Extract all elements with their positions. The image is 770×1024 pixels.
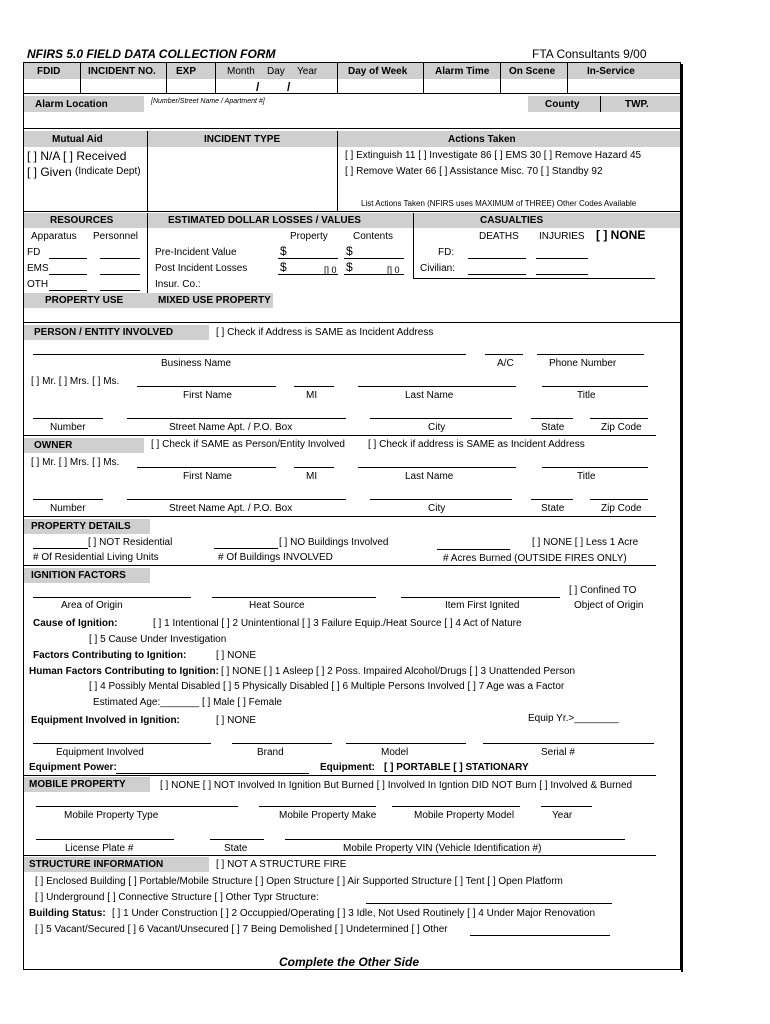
form-title: NFIRS 5.0 FIELD DATA COLLECTION FORM bbox=[27, 47, 276, 61]
person-number-field[interactable] bbox=[33, 418, 103, 419]
person-mi-field[interactable] bbox=[294, 386, 334, 387]
first-name-label: First Name bbox=[183, 390, 232, 401]
owner-first-name-label: First Name bbox=[183, 471, 232, 482]
day-label: Day bbox=[267, 66, 285, 77]
ac-label: A/C bbox=[497, 358, 514, 369]
mixed-use-label: MIXED USE PROPERTY bbox=[158, 295, 271, 306]
mobile-make-label: Mobile Property Make bbox=[279, 810, 377, 821]
property-use-label: PROPERTY USE bbox=[45, 295, 124, 306]
area-origin-label: Area of Origin bbox=[61, 600, 123, 611]
living-units-field[interactable] bbox=[33, 548, 88, 549]
actions-note: List Actions Taken (NFIRS uses MAXIMUM of THREE) Other Codes Available bbox=[361, 199, 637, 208]
fd-deaths-field[interactable] bbox=[468, 258, 526, 259]
cause-under-investigation[interactable]: [ ] 5 Cause Under Investigation bbox=[89, 634, 227, 645]
other-structure-field[interactable] bbox=[366, 903, 612, 904]
human-factors-options-2[interactable]: [ ] 4 Possibly Mental Disabled [ ] 5 Physically Disabled [ ] 6 Multiple Persons Involved [ ] 7 Age was a Factor bbox=[89, 681, 565, 692]
business-name-field[interactable] bbox=[33, 354, 466, 355]
vin-field[interactable] bbox=[285, 839, 625, 840]
owner-state-label: State bbox=[541, 503, 565, 514]
owner-last-name-label: Last Name bbox=[405, 471, 454, 482]
resources-label: RESOURCES bbox=[50, 215, 114, 226]
losses-label: ESTIMATED DOLLAR LOSSES / VALUES bbox=[168, 215, 361, 226]
fd-resource-label: FD bbox=[27, 247, 41, 258]
person-street-field[interactable] bbox=[127, 418, 346, 419]
equipment-none[interactable]: [ ] NONE bbox=[216, 715, 257, 726]
cause-options[interactable]: [ ] 1 Intentional [ ] 2 Unintentional [ ] 3 Failure Equip./Heat Source [ ] 4 Act of Nature bbox=[153, 618, 522, 629]
divider bbox=[24, 211, 680, 212]
person-city-field[interactable] bbox=[370, 418, 512, 419]
owner-number-field[interactable] bbox=[33, 499, 103, 500]
cause-label: Cause of Ignition: bbox=[33, 618, 118, 629]
pre-property-field[interactable] bbox=[278, 258, 338, 259]
confined-to[interactable]: [ ] Confined TO bbox=[569, 585, 637, 596]
post-property-zero[interactable]: [] 0 bbox=[324, 265, 337, 275]
mobile-type-field[interactable] bbox=[36, 806, 238, 807]
zip-label: Zip Code bbox=[601, 422, 642, 433]
person-state-field[interactable] bbox=[531, 418, 573, 419]
day-of-week-label: Day of Week bbox=[348, 66, 408, 77]
owner-title-label: Title bbox=[577, 471, 596, 482]
complete-other-side: Complete the Other Side bbox=[279, 955, 420, 969]
building-status-options[interactable]: [ ] 1 Under Construction [ ] 2 Occuppied/Operating [ ] 3 Idle, Not Used Routinely [ ] 4 Under Major Renovation bbox=[112, 908, 596, 919]
divider bbox=[24, 565, 656, 566]
address-hint: [Number/Street Name / Apartment #] bbox=[151, 98, 265, 105]
mutual-aid-given[interactable]: [ ] Given bbox=[27, 165, 72, 179]
frame-shadow bbox=[681, 64, 683, 972]
month-label: Month bbox=[227, 66, 255, 77]
owner-mi-field[interactable] bbox=[294, 467, 334, 468]
equipment-field[interactable] bbox=[33, 743, 211, 744]
equip-year[interactable]: Equip Yr.>________ bbox=[528, 713, 619, 724]
actions-line-2[interactable]: [ ] Remove Water 66 [ ] Assistance Misc. 70 [ ] Standby 92 bbox=[345, 166, 603, 177]
equipment-power-field[interactable] bbox=[116, 773, 309, 774]
owner-city-label: City bbox=[428, 503, 446, 514]
divider bbox=[215, 63, 216, 93]
not-residential[interactable]: [ ] NOT Residential bbox=[88, 537, 173, 548]
license-plate-field[interactable] bbox=[36, 839, 174, 840]
divider bbox=[147, 131, 148, 211]
post-property-dollar: $ bbox=[280, 260, 287, 274]
incident-no-label: INCIDENT NO. bbox=[88, 66, 156, 77]
owner-zip-label: Zip Code bbox=[601, 503, 642, 514]
model-field[interactable] bbox=[346, 743, 466, 744]
divider bbox=[24, 322, 680, 323]
not-structure-fire[interactable]: [ ] NOT A STRUCTURE FIRE bbox=[216, 859, 347, 870]
person-entity-label: PERSON / ENTITY INVOLVED bbox=[34, 327, 174, 338]
divider bbox=[24, 93, 680, 94]
person-zip-field[interactable] bbox=[590, 418, 648, 419]
oth-resource-label: OTH bbox=[27, 279, 49, 290]
ems-personnel-field[interactable] bbox=[100, 274, 140, 275]
living-units-label: # Of Residential Living Units bbox=[33, 552, 159, 563]
actions-taken-label: Actions Taken bbox=[448, 134, 516, 145]
estimated-age[interactable]: Estimated Age:_______ [ ] Male [ ] Female bbox=[93, 697, 282, 708]
consultants-label: FTA Consultants 9/00 bbox=[532, 47, 647, 61]
mobile-options[interactable]: [ ] NONE [ ] NOT Involved In Ignition But Burned [ ] Involved In Igntion DID NOT Burn [ ] Involved & Burned bbox=[160, 780, 633, 791]
ems-resource-label: EMS bbox=[27, 263, 49, 274]
exp-label: EXP bbox=[176, 66, 197, 77]
equipment-involved-label: Equipment Involved in Ignition: bbox=[31, 715, 180, 726]
mobile-make-field[interactable] bbox=[259, 806, 376, 807]
divider bbox=[500, 63, 501, 93]
mi-label: MI bbox=[306, 390, 318, 401]
divider bbox=[413, 278, 655, 279]
equipment-power-label: Equipment Power: bbox=[29, 762, 117, 773]
portable-stationary[interactable]: [ ] PORTABLE [ ] STATIONARY bbox=[384, 762, 529, 773]
state-label: State bbox=[541, 422, 565, 433]
mobile-year-label: Year bbox=[552, 810, 573, 821]
mobile-year-field[interactable] bbox=[541, 806, 592, 807]
license-plate-label: License Plate # bbox=[65, 843, 134, 854]
ems-apparatus-field[interactable] bbox=[49, 274, 87, 275]
phone-field[interactable] bbox=[537, 354, 644, 355]
post-incident-label: Post Incident Losses bbox=[155, 263, 248, 274]
divider bbox=[24, 128, 680, 129]
personnel-label: Personnel bbox=[93, 231, 139, 242]
pre-incident-label: Pre-Incident Value bbox=[155, 247, 237, 258]
acres-field[interactable] bbox=[437, 549, 510, 550]
deaths-label: DEATHS bbox=[479, 231, 519, 242]
acres-label: # Acres Burned (OUTSIDE FIRES ONLY) bbox=[443, 553, 627, 564]
city-label: City bbox=[428, 422, 446, 433]
mobile-type-label: Mobile Property Type bbox=[64, 810, 159, 821]
divider bbox=[24, 855, 656, 856]
area-code-field[interactable] bbox=[485, 354, 523, 355]
structure-types-1[interactable]: [ ] Enclosed Building [ ] Portable/Mobile Structure [ ] Open Structure [ ] Air Supported Structure [ ] Tent [ ] Open Platform bbox=[35, 876, 563, 887]
person-last-field[interactable] bbox=[358, 386, 516, 387]
owner-city-field[interactable] bbox=[370, 499, 512, 500]
buildings-field[interactable] bbox=[214, 548, 278, 549]
divider bbox=[147, 213, 148, 293]
item-ignited-label: Item First Ignited bbox=[445, 600, 520, 611]
person-first-field[interactable] bbox=[137, 386, 276, 387]
buildings-label: # Of Buildings INVOLVED bbox=[218, 552, 333, 563]
divider bbox=[413, 213, 414, 279]
divider bbox=[166, 63, 167, 93]
mobile-model-label: Mobile Property Model bbox=[414, 810, 515, 821]
street-label: Street Name Apt. / P.O. Box bbox=[169, 422, 293, 433]
last-name-label: Last Name bbox=[405, 390, 454, 401]
county-label: County bbox=[545, 99, 580, 110]
post-contents-dollar: $ bbox=[346, 260, 353, 274]
factors-label: Factors Contributing to Ignition: bbox=[33, 650, 187, 661]
vin-label: Mobile Property VIN (Vehicle Identification #) bbox=[343, 843, 542, 854]
equipment-portable-label: Equipment: bbox=[320, 762, 375, 773]
title-label: Title bbox=[577, 390, 596, 401]
owner-same-address[interactable]: [ ] Check if address is SAME as Incident Address bbox=[368, 439, 585, 450]
owner-title-field[interactable] bbox=[542, 467, 648, 468]
on-scene-label: On Scene bbox=[509, 66, 556, 77]
owner-number-label: Number bbox=[50, 503, 86, 514]
brand-field[interactable] bbox=[232, 743, 332, 744]
human-factors-options-1[interactable]: [ ] NONE [ ] 1 Asleep [ ] 2 Poss. Impaired Alcohol/Drugs [ ] 3 Unattended Person bbox=[221, 666, 576, 677]
owner-last-field[interactable] bbox=[358, 467, 516, 468]
phone-label: Phone Number bbox=[549, 358, 617, 369]
fdid-label: FDID bbox=[37, 66, 61, 77]
brand-label: Brand bbox=[257, 747, 284, 758]
date-slash-2: / bbox=[287, 80, 291, 94]
mobile-model-field[interactable] bbox=[392, 806, 520, 807]
mobile-state-field[interactable] bbox=[210, 839, 264, 840]
ignition-factors-label: IGNITION FACTORS bbox=[31, 570, 126, 581]
apparatus-label: Apparatus bbox=[31, 231, 77, 242]
indicate-dept-label: (Indicate Dept) bbox=[75, 166, 141, 177]
mutual-aid-label: Mutual Aid bbox=[52, 134, 103, 145]
twp-label: TWP. bbox=[625, 99, 649, 110]
date-slash-1: / bbox=[256, 80, 260, 94]
owner-same-person[interactable]: [ ] Check if SAME as Person/Entity Involved bbox=[151, 439, 345, 450]
fd-personnel-field[interactable] bbox=[100, 258, 140, 259]
divider bbox=[24, 435, 656, 436]
year-label: Year bbox=[297, 66, 318, 77]
object-origin-label: Object of Origin bbox=[574, 600, 644, 611]
oth-personnel-field[interactable] bbox=[100, 290, 140, 291]
heat-source-label: Heat Source bbox=[249, 600, 305, 611]
incident-type-label: INCIDENT TYPE bbox=[204, 134, 281, 145]
post-contents-zero[interactable]: [] 0 bbox=[387, 265, 400, 275]
divider bbox=[600, 96, 601, 112]
divider bbox=[80, 63, 81, 93]
owner-state-field[interactable] bbox=[531, 499, 573, 500]
owner-first-field[interactable] bbox=[137, 467, 276, 468]
alarm-time-label: Alarm Time bbox=[435, 66, 490, 77]
owner-label: OWNER bbox=[34, 440, 73, 451]
injuries-label: INJURIES bbox=[539, 231, 585, 242]
oth-apparatus-field[interactable] bbox=[49, 290, 87, 291]
model-label: Model bbox=[381, 747, 409, 758]
structure-types-2[interactable]: [ ] Underground [ ] Connective Structure [ ] Other Typr Structure: bbox=[35, 892, 319, 903]
casualties-label: CASUALTIES bbox=[480, 215, 544, 226]
structure-info-label: STRUCTURE INFORMATION bbox=[29, 859, 164, 870]
item-ignited-field[interactable] bbox=[401, 597, 560, 598]
serial-field[interactable] bbox=[483, 743, 654, 744]
divider bbox=[24, 516, 656, 517]
civilian-label: Civilian: bbox=[420, 263, 456, 274]
owner-street-label: Street Name Apt. / P.O. Box bbox=[169, 503, 293, 514]
mobile-property-label: MOBILE PROPERTY bbox=[29, 779, 126, 790]
pre-property-dollar: $ bbox=[280, 244, 287, 258]
contents-col-label: Contents bbox=[353, 231, 394, 242]
acres-none-less[interactable]: [ ] NONE [ ] Less 1 Acre bbox=[532, 537, 639, 548]
alarm-location-label: Alarm Location bbox=[35, 99, 108, 110]
civilian-injuries-field[interactable] bbox=[536, 274, 588, 275]
no-buildings[interactable]: [ ] NO Buildings Involved bbox=[279, 537, 389, 548]
owner-salutation[interactable]: [ ] Mr. [ ] Mrs. [ ] Ms. bbox=[31, 457, 120, 468]
factors-none[interactable]: [ ] NONE bbox=[216, 650, 257, 661]
business-name-label: Business Name bbox=[161, 358, 232, 369]
owner-mi-label: MI bbox=[306, 471, 318, 482]
fd-injuries-field[interactable] bbox=[536, 258, 588, 259]
person-same-address[interactable]: [ ] Check if Address is SAME as Incident Address bbox=[216, 327, 434, 338]
property-col-label: Property bbox=[290, 231, 328, 242]
in-service-label: In-Service bbox=[587, 66, 635, 77]
pre-contents-field[interactable] bbox=[344, 258, 404, 259]
serial-label: Serial # bbox=[541, 747, 575, 758]
person-salutation[interactable]: [ ] Mr. [ ] Mrs. [ ] Ms. bbox=[31, 376, 120, 387]
divider bbox=[423, 63, 424, 93]
civilian-deaths-field[interactable] bbox=[468, 274, 526, 275]
insur-co-label: Insur. Co.: bbox=[155, 279, 201, 290]
heat-source-field[interactable] bbox=[212, 597, 376, 598]
equipment-involved-col: Equipment Involved bbox=[56, 747, 144, 758]
divider bbox=[337, 63, 338, 93]
mutual-aid-na-received[interactable]: [ ] N/A [ ] Received bbox=[27, 149, 127, 163]
human-factors-label: Human Factors Contributing to Ignition: bbox=[29, 666, 219, 677]
fd-apparatus-field[interactable] bbox=[49, 258, 87, 259]
building-status-label: Building Status: bbox=[29, 908, 106, 919]
divider bbox=[567, 63, 568, 93]
person-title-field[interactable] bbox=[542, 386, 648, 387]
casualty-fd-label: FD: bbox=[438, 247, 455, 258]
casualties-none[interactable]: [ ] NONE bbox=[596, 228, 646, 242]
actions-line-1[interactable]: [ ] Extinguish 11 [ ] Investigate 86 [ ] EMS 30 [ ] Remove Hazard 45 bbox=[345, 150, 642, 161]
property-details-label: PROPERTY DETAILS bbox=[31, 521, 131, 532]
owner-zip-field[interactable] bbox=[590, 499, 648, 500]
other-status-field[interactable] bbox=[470, 935, 610, 936]
divider bbox=[24, 775, 656, 776]
pre-contents-dollar: $ bbox=[346, 244, 353, 258]
owner-street-field[interactable] bbox=[127, 499, 346, 500]
mobile-state-label: State bbox=[224, 843, 248, 854]
number-label: Number bbox=[50, 422, 86, 433]
divider bbox=[337, 131, 338, 211]
building-status-options-2[interactable]: [ ] 5 Vacant/Secured [ ] 6 Vacant/Unsecured [ ] 7 Being Demolished [ ] Undetermined [ ] Other bbox=[35, 924, 448, 935]
row3-bar bbox=[24, 131, 680, 147]
area-origin-field[interactable] bbox=[33, 597, 191, 598]
